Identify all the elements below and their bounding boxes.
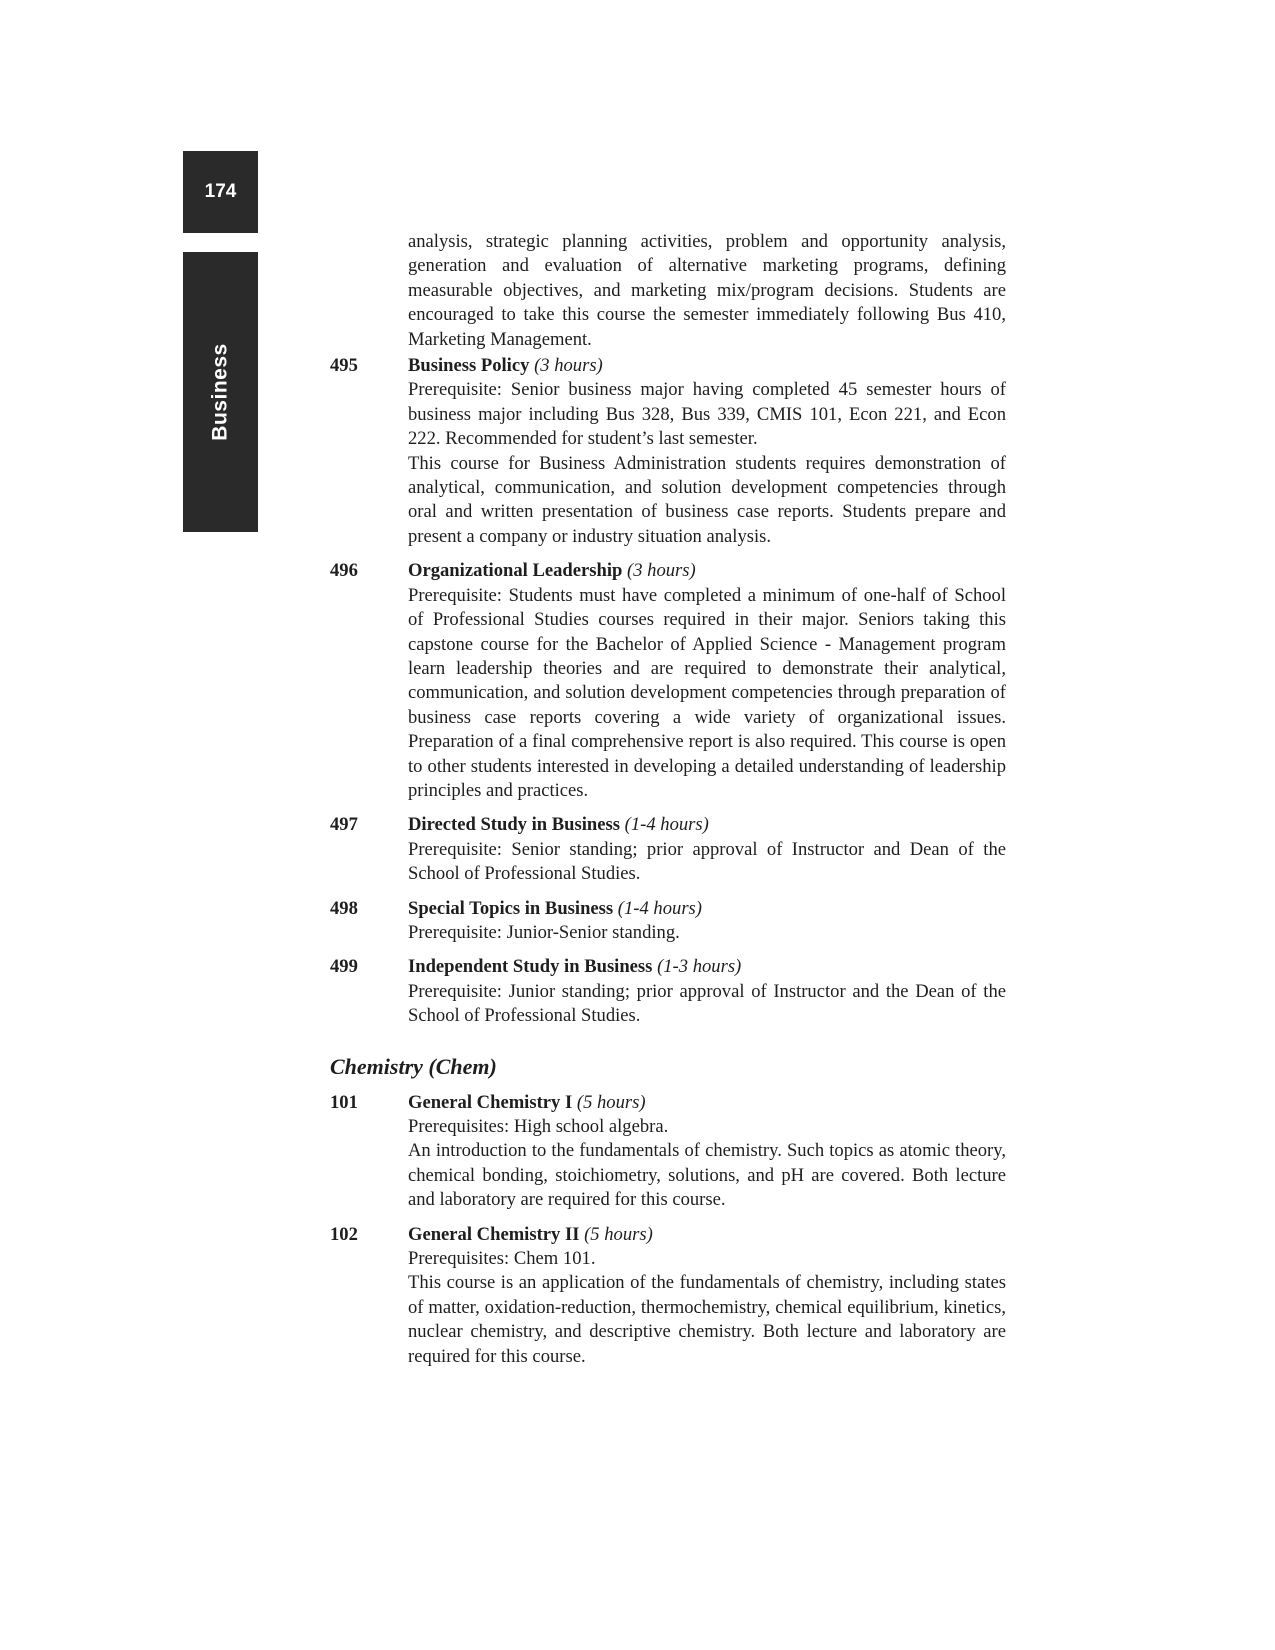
course-number: 498 bbox=[330, 897, 358, 919]
course-prerequisite: Prerequisites: High school algebra. bbox=[408, 1116, 669, 1137]
course-heading bbox=[408, 354, 1006, 378]
course-title: Independent Study in Business bbox=[408, 956, 653, 978]
course-number: 499 bbox=[330, 956, 358, 978]
section-tab bbox=[183, 252, 258, 532]
course-entry bbox=[330, 813, 1006, 886]
course-prerequisite: Prerequisite: Junior standing; prior approval of Instructor and the Dean of the School of Professional Studies. bbox=[408, 980, 1006, 1027]
course-hours: (1-3 hours) bbox=[657, 956, 742, 978]
course-prerequisite: Prerequisite: Junior-Senior standing. bbox=[408, 921, 680, 943]
course-hours: (1-4 hours) bbox=[624, 814, 709, 836]
course-hours: (3 hours) bbox=[534, 355, 603, 377]
continuation-paragraph: analysis, strategic planning activities, problem and opportunity analysis, generation and evaluation of alternative marketing programs, defining measurable objectives, and marketing mix/program decisions. Students are encouraged to take this course the semester immediately following Bus 410, Marketing Management. bbox=[408, 231, 1006, 350]
course-description: This course for Business Administration students requires demonstration of analytical, communication, and solution development competencies through oral and written presentation of business case reports. Students prepare and present a company or industry situation analysis. bbox=[408, 452, 1006, 547]
course-description: This course is an application of the fundamentals of chemistry, including states of matter, oxidation-reduction, thermochemistry, chemical equilibrium, kinetics, nuclear chemistry, and descriptive chemistry. Both lecture and laboratory are required for this course. bbox=[408, 1272, 1006, 1367]
course-title: Directed Study in Business bbox=[408, 814, 620, 836]
course-hours: (1-4 hours) bbox=[617, 897, 702, 919]
course-title: General Chemistry II bbox=[408, 1223, 580, 1245]
course-prerequisite: Prerequisite: Senior business major having completed 45 semester hours of business major including Bus 328, Bus 339, CMIS 101, Econ 221, and Econ 222. Recommended for student’s last semester. bbox=[408, 379, 1006, 450]
course-title: Business Policy bbox=[408, 355, 530, 377]
course-heading bbox=[408, 813, 1006, 837]
course-entry bbox=[330, 1223, 1006, 1369]
course-heading bbox=[408, 955, 1006, 979]
course-prerequisite: Prerequisite: Students must have completed a minimum of one-half of School of Professional Studies courses required in their major. Seniors taking this capstone course for the Bachelor of Applied Science - Management program learn leadership theories and are required to demonstrate their analytical, communication, and solution development competencies through preparation of business case reports covering a wide variety of organizational issues. Preparation of a final comprehensive report is also required. This course is open to other students interested in developing a detailed understanding of leadership principles and practices. bbox=[408, 584, 1006, 801]
course-hours: (5 hours) bbox=[584, 1223, 653, 1245]
page-content bbox=[330, 230, 1006, 1369]
page-number: 174 bbox=[204, 181, 237, 202]
page-number-tab bbox=[183, 151, 258, 233]
course-number: 101 bbox=[330, 1091, 358, 1113]
course-heading bbox=[408, 897, 1006, 921]
course-description: An introduction to the fundamentals of chemistry. Such topics as atomic theory, chemical bonding, stoichiometry, solutions, and pH are covered. Both lecture and laboratory are required for this course. bbox=[408, 1140, 1006, 1211]
course-heading bbox=[408, 1223, 1006, 1247]
course-hours: (3 hours) bbox=[627, 560, 696, 582]
course-entry bbox=[330, 354, 1006, 549]
course-entry bbox=[330, 1091, 1006, 1213]
course-title: Special Topics in Business bbox=[408, 897, 614, 919]
course-entry bbox=[330, 559, 1006, 803]
course-title: General Chemistry I bbox=[408, 1091, 573, 1113]
course-entry bbox=[330, 955, 1006, 1028]
course-prerequisite: Prerequisites: Chem 101. bbox=[408, 1248, 596, 1270]
course-entry bbox=[330, 897, 1006, 946]
section-heading-chemistry: Chemistry (Chem) bbox=[330, 1053, 497, 1079]
course-number: 495 bbox=[330, 355, 358, 377]
course-heading bbox=[408, 1091, 1006, 1115]
course-heading bbox=[408, 559, 1006, 583]
course-number: 497 bbox=[330, 814, 358, 836]
course-hours: (5 hours) bbox=[576, 1091, 646, 1113]
course-title: Organizational Leadership bbox=[408, 560, 623, 582]
course-prerequisite: Prerequisite: Senior standing; prior approval of Instructor and Dean of the School of Professional Studies. bbox=[408, 838, 1006, 885]
section-tab-label: Business bbox=[208, 343, 232, 441]
course-number: 496 bbox=[330, 560, 358, 582]
course-number: 102 bbox=[330, 1223, 358, 1245]
